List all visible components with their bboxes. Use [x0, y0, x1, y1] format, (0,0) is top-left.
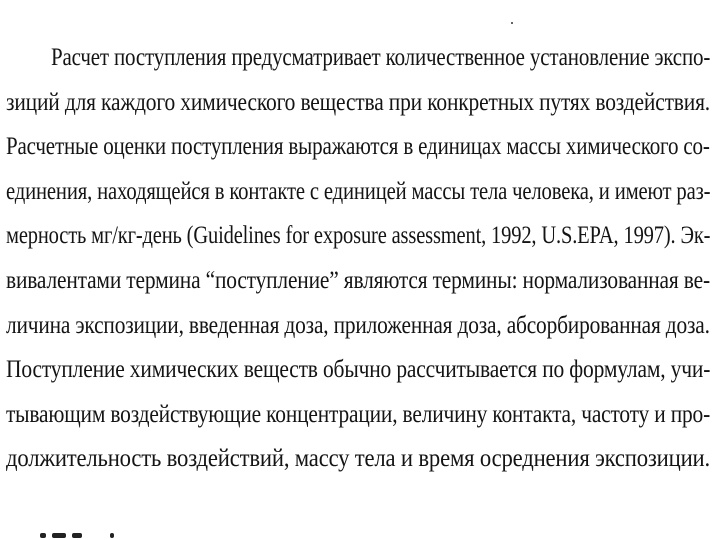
- paragraph-line-1: Расчет поступления предусматривает количественное установление экспо-: [51, 44, 711, 71]
- cut-off-mark: [52, 533, 66, 538]
- cut-off-next-line: [0, 531, 720, 540]
- paragraph-line-9: тывающим воздействующие концентрации, величину контакта, частоту и про-: [6, 400, 711, 428]
- paragraph-line-3: Расчетные оценки поступления выражаются в единицах массы химического со-: [6, 133, 710, 161]
- paragraph-line-4: единения, находящейся в контакте с единицей массы тела человека, и имеют раз-: [6, 177, 711, 205]
- cut-off-mark: [40, 533, 46, 538]
- paragraph-line-7: личина экспозиции, введенная доза, приложенная доза, абсорбированная доза.: [6, 311, 710, 339]
- paragraph-line-2: зиций для каждого химического вещества при конкретных путях воздействия.: [6, 88, 710, 116]
- paragraph-line-10: должительность воздействий, массу тела и время осреднения экспозиции.: [6, 445, 710, 473]
- scan-speck: [511, 22, 513, 24]
- paragraph-line-5: мерность мг/кг-день (Guidelines for exposure assessment, 1992, U.S.EPA, 1997). Эк-: [6, 222, 711, 250]
- paragraph-line-6: вивалентами термина “поступление” являются термины: нормализованная ве-: [6, 266, 710, 294]
- paragraph-body: [6, 36, 710, 482]
- paragraph-line-8: Поступление химических веществ обычно рассчитывается по формулам, учи-: [6, 356, 711, 384]
- cut-off-mark: [110, 533, 114, 538]
- cut-off-mark: [72, 533, 82, 538]
